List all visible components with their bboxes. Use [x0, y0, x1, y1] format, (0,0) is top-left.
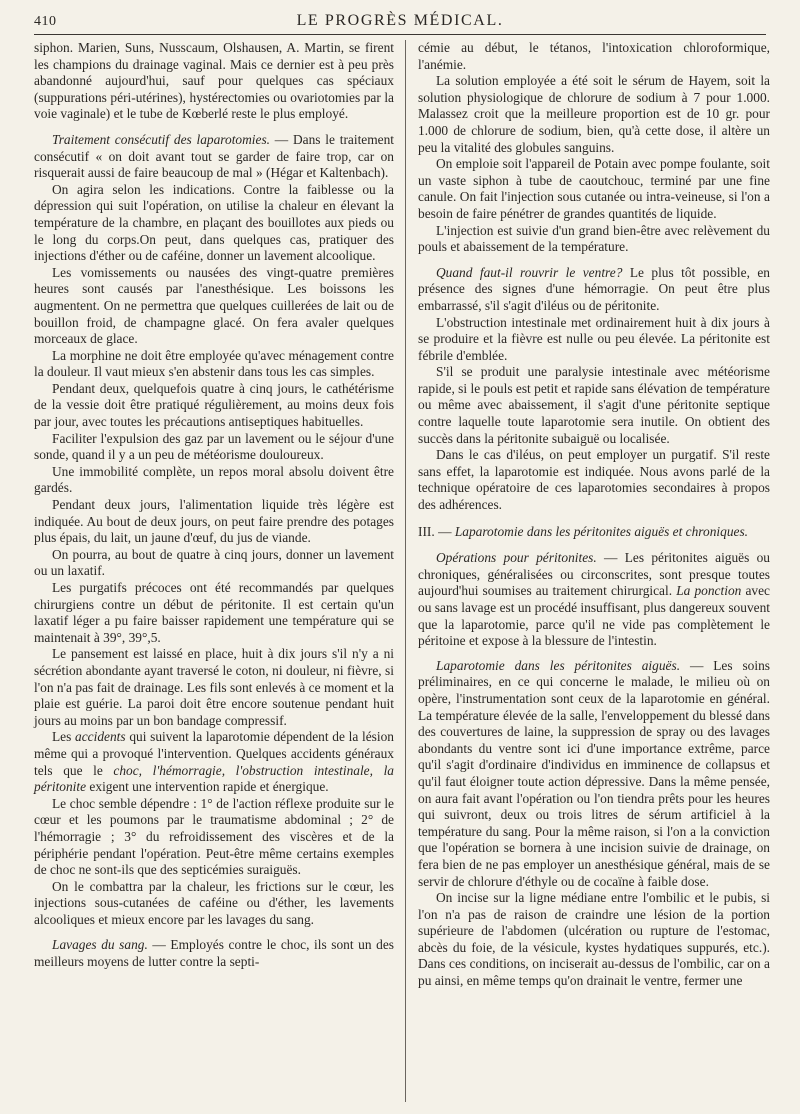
section-paragraph: Laparotomie dans les péritonites aiguës. — Les soins préliminaires, en ce qui concerne le malade, le milieu où on opère, l'instrumentation sont ceux de la laparotomie en général. La température élevée de la salle, l'enveloppement du blessé dans des couvertures de laine, la suppression de spray ou des lavages abondants du ventre sont ici d'une importance extrême, parce qu'il s'agit d'ordinaire d'individus en imminence de collapsus et qu'il faut éloigner toute action dépressive. Dans la même pensée, on aura fait avant l'opération ou l'on tiendra prêts pour les heures qui suivront, deux ou trois litres de sérum artificiel à la température du sang. Pour la même raison, si l'on a la conviction que l'opération se bornera à une incision suivie de drainage, on fera bien de ne pas employer un anesthésique général, mais de se servir de chlorure d'éthyle ou de cocaïne à faible dose.	[418, 657, 770, 889]
paragraph: Le pansement est laissé en place, huit à dix jours s'il n'y a ni sécrétion abondante ayant traversé le coton, ni douleur, ni fièvre, si l'on n'a pas fait de drainage. Les fils sont enlevés à ce moment et la plaie est guérie. La paroi doit être encore soutenue pendant huit jours au moins par un bon bandage compressif.	[34, 646, 394, 728]
running-title: LE PROGRÈS MÉDICAL.	[296, 12, 504, 29]
paragraph: S'il se produit une paralysie intestinale avec météorisme rapide, si le pouls est petit et rapide sans élévation de température ou même avec abaissement, il s'agit d'une péritonite septique contre laquelle toute laparotomie sera inutile. On obtient des succès dans la péritonite subaiguë ou localisée.	[418, 364, 770, 446]
page-number: 410	[34, 14, 57, 29]
paragraph: On pourra, au bout de quatre à cinq jours, donner un lavement ou un laxatif.	[34, 546, 394, 579]
paragraph: Les purgatifs précoces ont été recommandés par quelques chirurgiens contre un début de péritonite. Il est certain qu'un laxatif léger a pu faire baisser rapidement une température qui se maintenait à 39°, 39°,5.	[34, 580, 394, 645]
section-paragraph: Lavages du sang. — Employés contre le choc, ils sont un des meilleurs moyens de lutter contre la septi-	[34, 937, 394, 970]
section-paragraph: Quand faut-il rouvrir le ventre? Le plus tôt possible, en présence des signes d'une hémorragie. On peut être plus embarrassé, s'il s'agit d'iléus ou de péritonite.	[418, 264, 770, 313]
paragraph: On incise sur la ligne médiane entre l'ombilic et le pubis, si l'on n'a pas de raison de craindre une lésion de la portion supérieure de l'abdomen (ulcération ou rupture de l'estomac, abcès du foie, de la vésicule, kystes hydatiques suppurés, etc.). Dans ces conditions, on inciserait au-dessus de l'ombilic, car on a pu ainsi, en même temps qu'on drainait le ventre, fermer une	[418, 890, 770, 989]
paragraph: Pendant deux jours, l'alimentation liquide très légère est indiquée. Au bout de deux jours, on peut faire prendre des potages plus épais, du lait, un jaune d'œuf, du jus de viande.	[34, 497, 394, 546]
emphasis: choc, l'hémorragie, l'obstruction intestinale, la péritonite	[34, 762, 394, 795]
paragraph: On emploie soit l'appareil de Potain avec pompe foulante, soit un vaste siphon à tube de caoutchouc, terminé par une fine canule. On fait l'injection sous cutanée ou intra-veineuse, si l'on a besoin de faire pénétrer de grandes quantités de liquide.	[418, 156, 770, 221]
paragraph: Faciliter l'expulsion des gaz par un lavement ou le séjour d'une sonde, quand il y a un peu de météorisme douloureux.	[34, 430, 394, 463]
section-title: Laparotomie dans les péritonites aiguës.	[436, 657, 681, 673]
section-heading-title: Laparotomie dans les péritonites aiguës et chroniques.	[454, 523, 749, 539]
paragraph: L'obstruction intestinale met ordinairement huit à dix jours à se produire et la fièvre est nulle ou peu élevée. La péritonite est fébrile d'emblée.	[418, 314, 770, 363]
section-title: Quand faut-il rouvrir le ventre?	[436, 264, 623, 280]
emphasis: La ponction	[676, 583, 742, 599]
column-divider	[405, 40, 406, 1102]
paragraph: Dans le cas d'iléus, on peut employer un purgatif. S'il reste sans effet, la laparotomie est indiquée. Nous avons parlé de la technique opératoire de ces laparotomies secondaires à propos des adhérences.	[418, 447, 770, 513]
paragraph: Le choc semble dépendre : 1° de l'action réflexe produite sur le cœur et les poumons par le traumatisme abdominal ; 2° de l'hémorragie ; 3° du refroidissement des viscères et de la périphérie pendant l'opération. Peut-être même certains exemples de choc ne sont-ils que des septicémies suraiguës.	[34, 795, 394, 878]
paragraph: On le combattra par la chaleur, les frictions sur le cœur, les injections sous-cutanées de caféine ou d'éther, les lavements alcooliques et mieux encore par les lavages du sang.	[34, 878, 394, 927]
section-number: III. —	[418, 523, 455, 539]
left-column	[34, 40, 394, 971]
paragraph: Pendant deux, quelquefois quatre à cinq jours, le cathétérisme de la vessie doit être pratiqué régulièrement, au moins deux fois par jour, avec toutes les précautions antiseptiques habituelles.	[34, 380, 394, 430]
paragraph: Une immobilité complète, un repos moral absolu doivent être gardés.	[34, 463, 394, 496]
section-title: Lavages du sang.	[52, 937, 148, 953]
paragraph: siphon. Marien, Suns, Nusscaum, Olshausen, A. Martin, se firent les champions du drainage vaginal. Mais ce dernier est à peu près abandonné aujourd'hui, sauf pour quelques cas spéciaux (suppurations péri-utérines), hystérectomies ou ovariotomies par la voie vaginale) et le tube de Kœberlé reste le plus employé.	[34, 40, 394, 122]
paragraph: Les accidents qui suivent la laparotomie dépendent de la lésion même qui a provoqué l'intervention. Quelques accidents généraux tels que le choc, l'hémorragie, l'obstruction intestinale, la péritonite exigent une intervention rapide et énergique.	[34, 729, 394, 795]
page-header	[34, 8, 766, 35]
paragraph: Les vomissements ou nausées des vingt-quatre premières heures sont causés par l'anesthésique. Les boissons les augmentent. On ne permettra que quelques cuillerées de lait ou de bouillon froid, de champagne glacé. On fera avaler quelques morceaux de glace.	[34, 264, 394, 347]
section-heading	[418, 524, 770, 541]
section-paragraph: Opérations pour péritonites. — Les péritonites aiguës ou chroniques, généralisées ou circonscrites, sont presque toutes aujourd'hui soumises au traitement chirurgical. La ponction avec ou sans lavage est un procédé insuffisant, plus dangereux souvent que la laparotomie, parce qu'il ne vide pas complètement le péritoine et expose à la blessure de l'intestin.	[418, 550, 771, 649]
paragraph: La morphine ne doit être employée qu'avec ménagement contre la douleur. Il vaut mieux s'en abstenir dans tous les cas simples.	[34, 347, 394, 380]
section-paragraph: Traitement consécutif des laparotomies. — Dans le traitement consécutif « on doit avant tout se garder de faire trop, car on risquerait aussi de faire beaucoup de mal » (Hégar et Kaltenbach).	[34, 131, 395, 181]
section-title: Opérations pour péritonites.	[436, 550, 597, 566]
section-title: Traitement consécutif des laparotomies.	[52, 131, 271, 147]
paragraph: On agira selon les indications. Contre la faiblesse ou la dépression qui suit l'opération, on utilise la chaleur en élevant la température de la chambre, en plaçant des bouillotes aux pieds ou le long du corps.On peut, dans quelques cas, pratiquer des injections d'éther ou de caféine, donner un lavement alcoolique.	[34, 181, 394, 264]
right-column	[418, 40, 770, 990]
paragraph: La solution employée a été soit le sérum de Hayem, soit la solution physiologique de chlorure de sodium à 7 pour 1.000. Malassez croit que la meilleure proportion est de 10 gr. pour 1.000 de chlorure de sodium, bien, qu'à cette dose, il altère un peu la vitalité des globules sanguins.	[418, 73, 770, 155]
paragraph: cémie au début, le tétanos, l'intoxication chloroformique, l'anémie.	[418, 40, 770, 72]
emphasis: accidents	[75, 729, 126, 745]
paragraph: L'injection est suivie d'un grand bien-être avec relèvement du pouls et abaissement de la température.	[418, 222, 770, 255]
